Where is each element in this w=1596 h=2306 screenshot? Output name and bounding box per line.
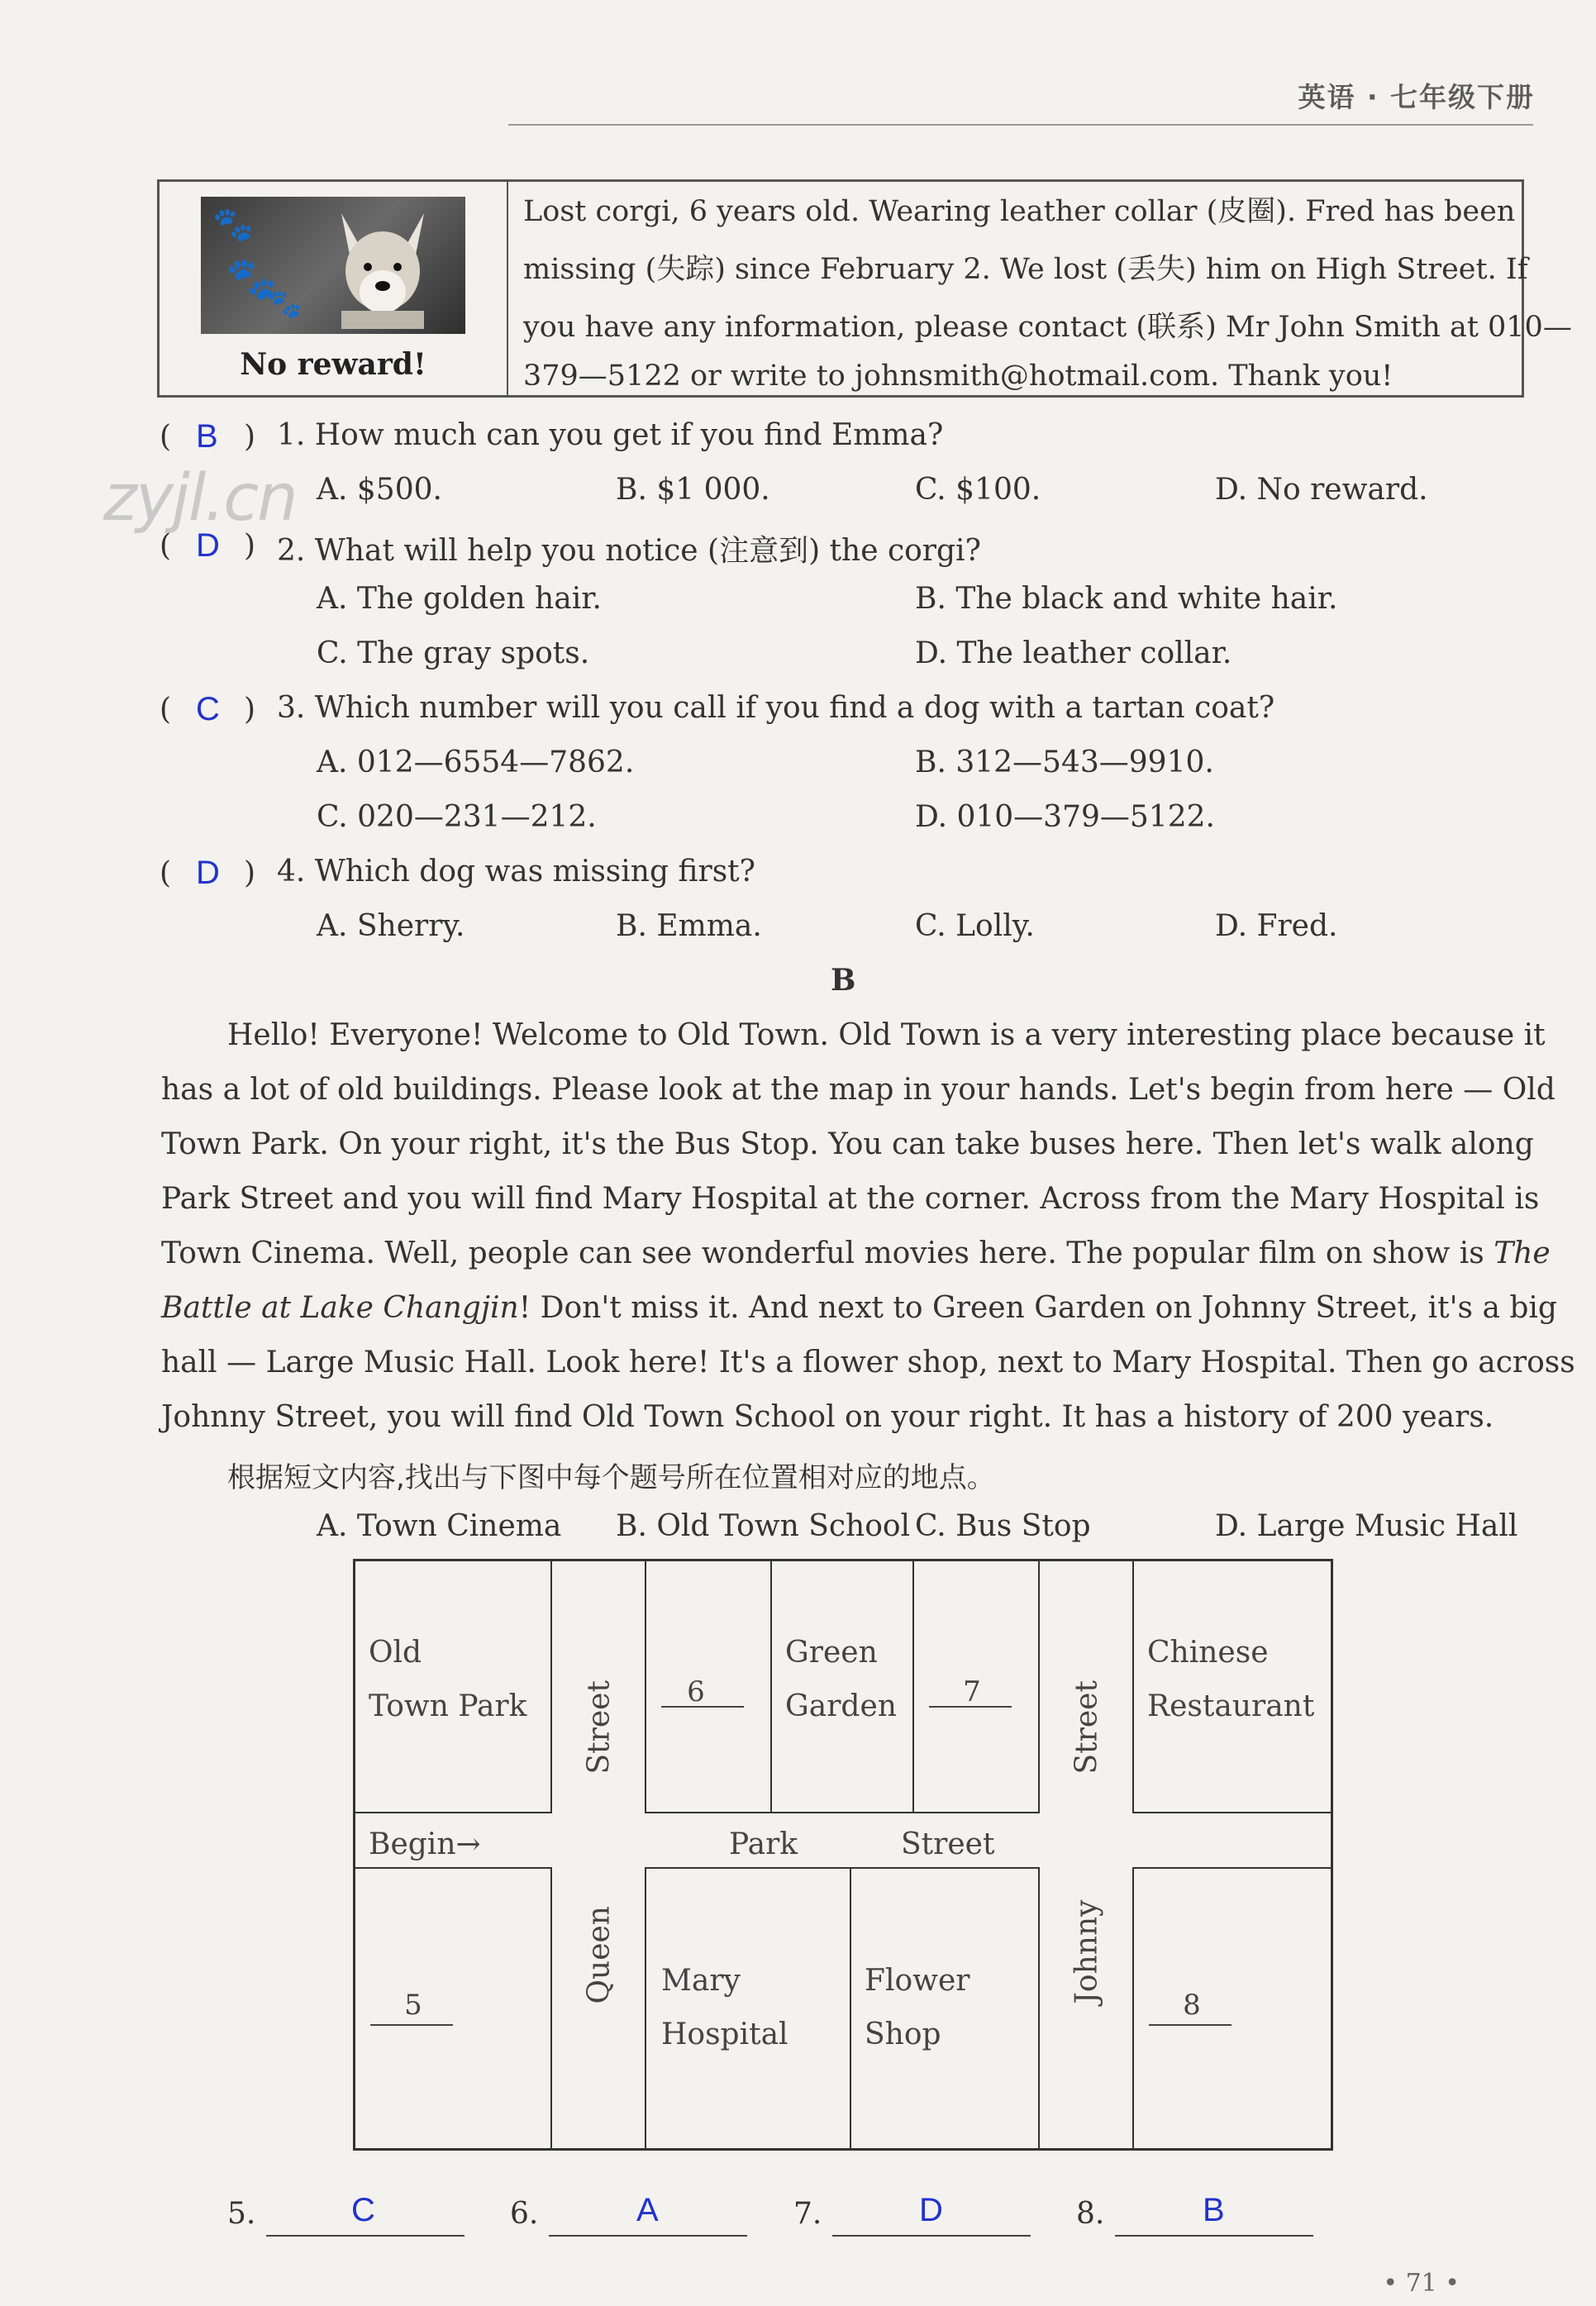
fill-label: 6. — [510, 2197, 539, 2231]
map-label: Flower — [865, 1964, 970, 1998]
section-heading: B — [831, 963, 856, 998]
park-street-label: Park — [729, 1827, 798, 1861]
fill-label: 5. — [227, 2197, 256, 2231]
fill-line — [1115, 2235, 1313, 2237]
blank-number: 5 — [404, 1989, 422, 2022]
option: D. No reward. — [1215, 473, 1428, 507]
blank-number: 7 — [963, 1675, 981, 1708]
option: C. Bus Stop — [915, 1509, 1091, 1543]
passage-line — [161, 1236, 1551, 1270]
passage-line: Johnny Street, you will find Old Town School on your right. It has a history of 200 years. — [161, 1400, 1494, 1434]
map-label: Restaurant — [1147, 1689, 1315, 1723]
map-block-7 — [912, 1561, 1040, 1813]
map-label: Old — [369, 1636, 422, 1670]
option: A. 012—6554—7862. — [317, 746, 635, 779]
answer-paren-open: ( — [160, 856, 172, 890]
map-label: Green — [785, 1636, 878, 1670]
paw-print-icon: 🐾 — [226, 255, 278, 303]
answer-paren-open: ( — [160, 420, 172, 454]
blank-line — [1149, 2024, 1232, 2026]
map-label: Mary — [661, 1964, 741, 1998]
option: A. Town Cinema — [317, 1509, 562, 1543]
option: C. $100. — [915, 473, 1041, 507]
map-block-8 — [1132, 1867, 1331, 2148]
option: D. Fred. — [1215, 909, 1338, 943]
blank-line — [661, 1706, 744, 1708]
fill-answer: D — [919, 2192, 943, 2228]
passage-line — [161, 1291, 1557, 1325]
fill-answer: A — [636, 2192, 659, 2228]
option: D. The leather collar. — [915, 636, 1232, 670]
map-label: Shop — [865, 2018, 941, 2051]
fill-answer: C — [351, 2192, 375, 2228]
blank-number: 6 — [687, 1675, 705, 1708]
queen-street-label: Street — [582, 1680, 617, 1775]
paw-print-icon: 🐾 — [267, 288, 303, 321]
option: C. The gray spots. — [317, 636, 590, 670]
queen-street-label: Queen — [582, 1906, 617, 2004]
passage-line: has a lot of old buildings. Please look at the map in your hands. Let's begin from here — Old — [161, 1073, 1556, 1107]
instruction: 根据短文内容,找出与下图中每个题号所在位置相对应的地点。 — [227, 1461, 995, 1494]
film-title-italic: The — [1494, 1236, 1551, 1270]
answer-paren-close: ) — [244, 693, 256, 727]
no-reward-label: No reward! — [240, 347, 426, 382]
johnny-street-label: Johnny — [1070, 1899, 1104, 2004]
passage-line: Town Park. On your right, it's the Bus Stop. You can take buses here. Then let's walk along — [161, 1127, 1534, 1161]
answer-paren-close: ) — [244, 529, 256, 563]
option: A. Sherry. — [317, 909, 465, 943]
map-label: Town Park — [369, 1689, 527, 1723]
map-block-chinese-restaurant — [1132, 1561, 1331, 1813]
lost-dog-notice — [157, 179, 1572, 398]
passage-line: Park Street and you will find Mary Hospital at the corner. Across from the Mary Hospital is — [161, 1182, 1540, 1216]
fill-label: 7. — [793, 2197, 822, 2231]
option: B. The black and white hair. — [915, 582, 1338, 616]
option: B. 312—543—9910. — [915, 746, 1214, 779]
map-label: Garden — [785, 1689, 897, 1723]
option: D. 010—379—5122. — [915, 800, 1215, 834]
option: C. Lolly. — [915, 909, 1035, 943]
map-block-mary-hospital — [645, 1867, 851, 2148]
fill-line — [266, 2235, 465, 2237]
option: B. $1 000. — [616, 473, 770, 507]
fill-answer: B — [1203, 2192, 1225, 2228]
watermark: zyjl.cn — [103, 461, 297, 536]
map-label: Hospital — [661, 2018, 788, 2051]
map-block-5 — [355, 1867, 552, 2148]
corgi-photo — [201, 197, 465, 334]
page-number: • 71 • — [1383, 2269, 1460, 2298]
map-block-6 — [645, 1561, 772, 1813]
fill-label: 8. — [1076, 2197, 1105, 2231]
begin-text: Begin — [369, 1827, 456, 1861]
option: B. Emma. — [616, 909, 762, 943]
notice-text-line: you have any information, please contact (联系) Mr John Smith at 010— — [523, 311, 1572, 344]
passage-line: hall — Large Music Hall. Look here! It's a flower shop, next to Mary Hospital. Then go across — [161, 1346, 1575, 1379]
fill-line — [832, 2235, 1031, 2237]
paw-print-icon: 🐾 — [212, 206, 254, 244]
map-block-flower-shop — [850, 1867, 1040, 2148]
answer-letter: D — [196, 855, 220, 891]
map-label: Chinese — [1147, 1636, 1269, 1670]
blank-line — [929, 1706, 1012, 1708]
header-rule — [508, 124, 1533, 126]
answer-paren-close: ) — [244, 856, 256, 890]
passage-line: Hello! Everyone! Welcome to Old Town. Old Town is a very interesting place because it — [227, 1018, 1546, 1052]
option: D. Large Music Hall — [1215, 1509, 1518, 1543]
notice-photo-panel — [160, 182, 508, 395]
fill-line — [549, 2235, 747, 2237]
map-block-old-town-park — [355, 1561, 552, 1813]
passage-text: ! Don't miss it. And next to Green Garden on Johnny Street, it's a big — [518, 1291, 1557, 1325]
passage-text: Town Cinema. Well, people can see wonderful movies here. The popular film on show is — [161, 1236, 1484, 1270]
option: A. The golden hair. — [317, 582, 602, 616]
johnny-street-label: Street — [1070, 1680, 1104, 1775]
blank-number: 8 — [1183, 1989, 1201, 2022]
question-stem: 2. What will help you notice (注意到) the corgi? — [277, 534, 981, 568]
arrow-right-icon: → — [455, 1827, 481, 1861]
answer-letter: B — [196, 418, 218, 455]
option: C. 020—231—212. — [317, 800, 597, 834]
notice-text-line: Lost corgi, 6 years old. Wearing leather collar (皮圈). Fred has been — [523, 195, 1516, 228]
map-block-green-garden — [770, 1561, 914, 1813]
begin-label — [369, 1827, 481, 1861]
blank-line — [370, 2024, 453, 2026]
question-stem: 3. Which number will you call if you find a dog with a tartan coat? — [277, 691, 1275, 725]
notice-text-line: 379—5122 or write to johnsmith@hotmail.com. Thank you! — [523, 360, 1394, 393]
answer-paren-open: ( — [160, 693, 172, 727]
option: A. $500. — [317, 473, 442, 507]
town-map — [353, 1559, 1333, 2151]
answer-letter: D — [196, 527, 220, 564]
notice-text-line: missing (失踪) since February 2. We lost (丢失) him on High Street. If — [523, 253, 1528, 286]
option: B. Old Town School — [616, 1509, 911, 1543]
answer-paren-open: ( — [160, 529, 172, 563]
answer-paren-close: ) — [244, 420, 256, 454]
question-stem: 4. Which dog was missing first? — [277, 855, 755, 889]
corgi-dog-image — [325, 205, 441, 329]
answer-letter: C — [196, 691, 220, 727]
park-street-label: Street — [901, 1827, 995, 1861]
film-title-italic: Battle at Lake Changjin — [161, 1291, 519, 1325]
question-stem: 1. How much can you get if you find Emma? — [277, 418, 944, 452]
page-header-title: 英语 · 七年级下册 — [1298, 81, 1535, 113]
